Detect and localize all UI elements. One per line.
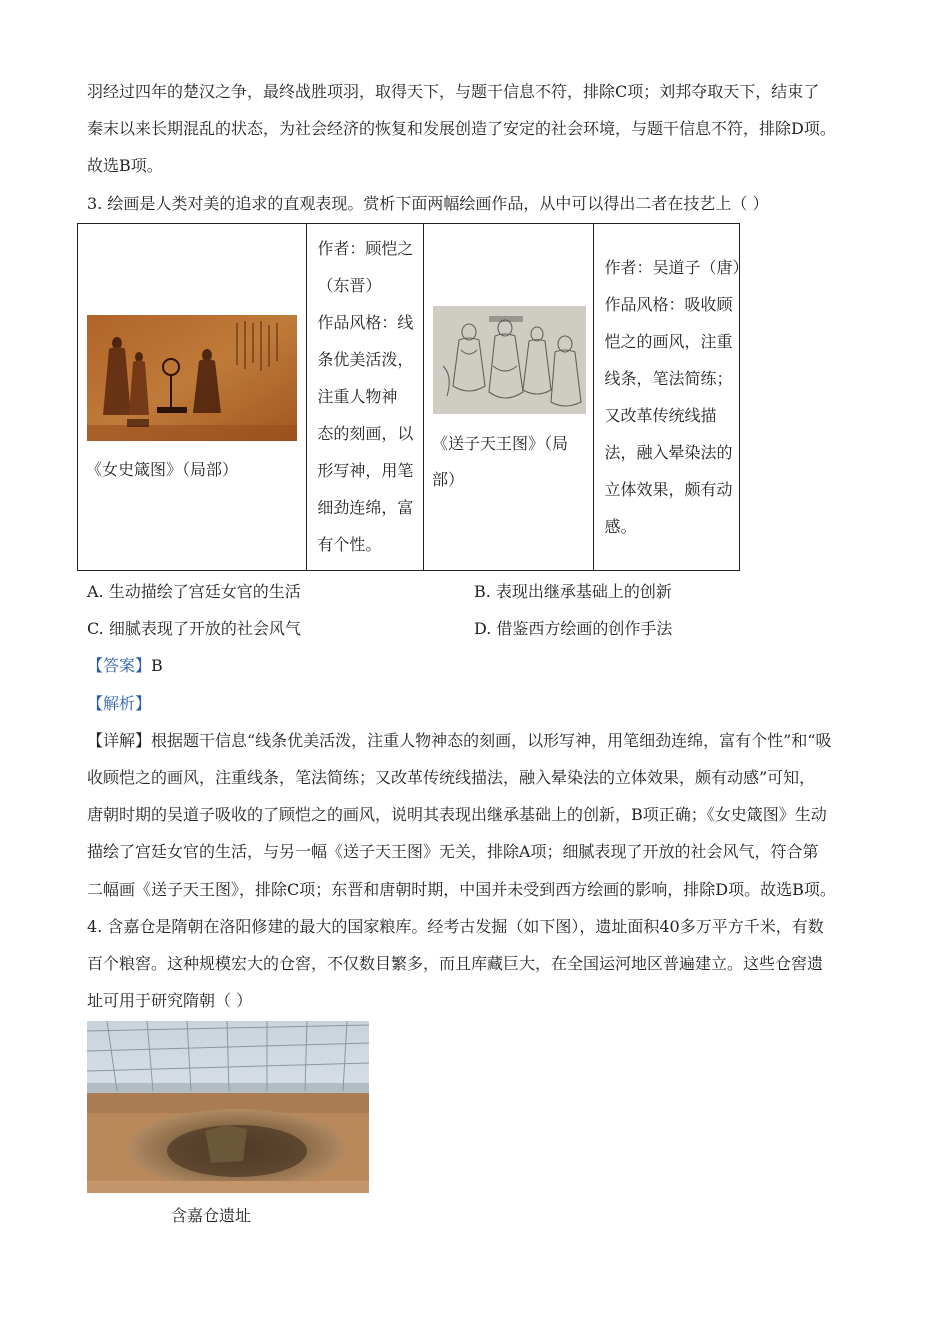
detail-line-4: 描绘了宫廷女官的生活，与另一幅《送子天王图》无关，排除A项；细腻表现了开放的社会风气，符合第 bbox=[87, 842, 819, 861]
option-d: D. 借鉴西方绘画的创作手法 bbox=[474, 619, 673, 638]
songzi-caption-line-2: 部） bbox=[431, 470, 464, 489]
option-c: C. 细腻表现了开放的社会风气 bbox=[87, 619, 301, 638]
wu-daozi-description bbox=[604, 249, 749, 545]
answer-value: B bbox=[151, 656, 163, 675]
analysis-label: 【解析】 bbox=[87, 694, 152, 713]
option-a: A. 生动描绘了宫廷女官的生活 bbox=[87, 582, 301, 601]
table-cell-songzi bbox=[424, 224, 594, 570]
gu-line-6: 态的刻画，以 bbox=[317, 424, 414, 443]
detail-line-5: 二幅画《送子天王图》，排除C项；东晋和唐朝时期，中国并未受到西方绘画的影响，排除D项。故选B项。 bbox=[87, 880, 836, 899]
gu-line-2: （东晋） bbox=[317, 276, 382, 295]
intro-line-3: 故选B项。 bbox=[87, 156, 163, 175]
table-cell-wu-daozi bbox=[594, 224, 749, 570]
wu-line-3: 恺之的画风，注重 bbox=[604, 332, 733, 351]
wu-line-2: 作品风格：吸收顾 bbox=[604, 295, 733, 314]
intro-line-2: 秦末以来长期混乱的状态，为社会经济的恢复和发展创造了安定的社会环境，与题干信息不符，排除D项。 bbox=[87, 119, 836, 138]
question-4-stem-line-3: 址可用于研究隋朝（ ） bbox=[87, 991, 253, 1010]
table-cell-nushizhen bbox=[78, 224, 307, 570]
question-4-stem-line-2: 百个粮窖。这种规模宏大的仓窖，不仅数目繁多，而且库藏巨大，在全国运河地区普遍建立。这些仓窖遗 bbox=[87, 954, 824, 973]
answer-label: 【答案】 bbox=[87, 656, 152, 675]
gu-line-4: 条优美活泼， bbox=[317, 350, 414, 369]
detail-line-2: 收顾恺之的画风，注重线条，笔法简练；又改革传统线描法，融入晕染法的立体效果，颇有动感”可知， bbox=[87, 768, 816, 787]
gu-line-7: 形写神，用笔 bbox=[317, 461, 414, 480]
question-3-stem: 3. 绘画是人类对美的追求的直观表现。赏析下面两幅绘画作品，从中可以得出二者在技艺上（ ） bbox=[87, 194, 769, 213]
songzi-caption-line-1: 《送子天王图》（局 bbox=[431, 434, 568, 453]
question-4-stem-line-1: 4. 含嘉仓是隋朝在洛阳修建的最大的国家粮库。经考古发掘（如下图），遗址面积40多万平方千米，有数 bbox=[87, 917, 824, 936]
paintings-table bbox=[77, 223, 749, 571]
wu-line-6: 法，融入晕染法的 bbox=[604, 443, 733, 462]
wu-line-4: 线条，笔法简练； bbox=[604, 369, 733, 388]
detail-line-1: 【详解】根据题干信息“线条优美活泼，注重人物神态的刻画，以形写神，用笔细劲连绵，富有个性”和“吸 bbox=[87, 731, 832, 750]
nushizhen-caption: 《女史箴图》（局部） bbox=[86, 460, 239, 479]
gu-line-1: 作者：顾恺之 bbox=[317, 239, 414, 258]
option-b: B. 表现出继承基础上的创新 bbox=[474, 582, 672, 601]
gu-line-3: 作品风格：线 bbox=[317, 313, 414, 332]
nushizhen-painting-image bbox=[87, 315, 297, 441]
wu-line-1: 作者：吴道子（唐） bbox=[604, 258, 749, 277]
answer-line bbox=[87, 654, 163, 678]
gu-line-8: 细劲连绵，富 bbox=[317, 498, 414, 517]
photo-caption: 含嘉仓遗址 bbox=[171, 1206, 252, 1225]
hanjia-granary-photo bbox=[87, 1021, 369, 1193]
wu-line-5: 又改革传统线描 bbox=[604, 406, 717, 425]
gu-line-5: 注重人物神 bbox=[317, 387, 398, 406]
table-cell-gu-kaizhi bbox=[307, 224, 424, 570]
gu-kaizhi-description bbox=[317, 230, 419, 563]
intro-line-1: 羽经过四年的楚汉之争，最终战胜项羽，取得天下，与题干信息不符，排除C项；刘邦夺取天下，结束了 bbox=[87, 82, 820, 101]
wu-line-8: 感。 bbox=[604, 517, 637, 536]
wu-line-7: 立体效果，颇有动 bbox=[604, 480, 733, 499]
songzi-painting-image bbox=[433, 306, 586, 414]
detail-line-3: 唐朝时期的吴道子吸收的了顾恺之的画风，说明其表现出继承基础上的创新，B项正确；《女史箴图》生动 bbox=[87, 805, 827, 824]
gu-line-9: 有个性。 bbox=[317, 535, 382, 554]
